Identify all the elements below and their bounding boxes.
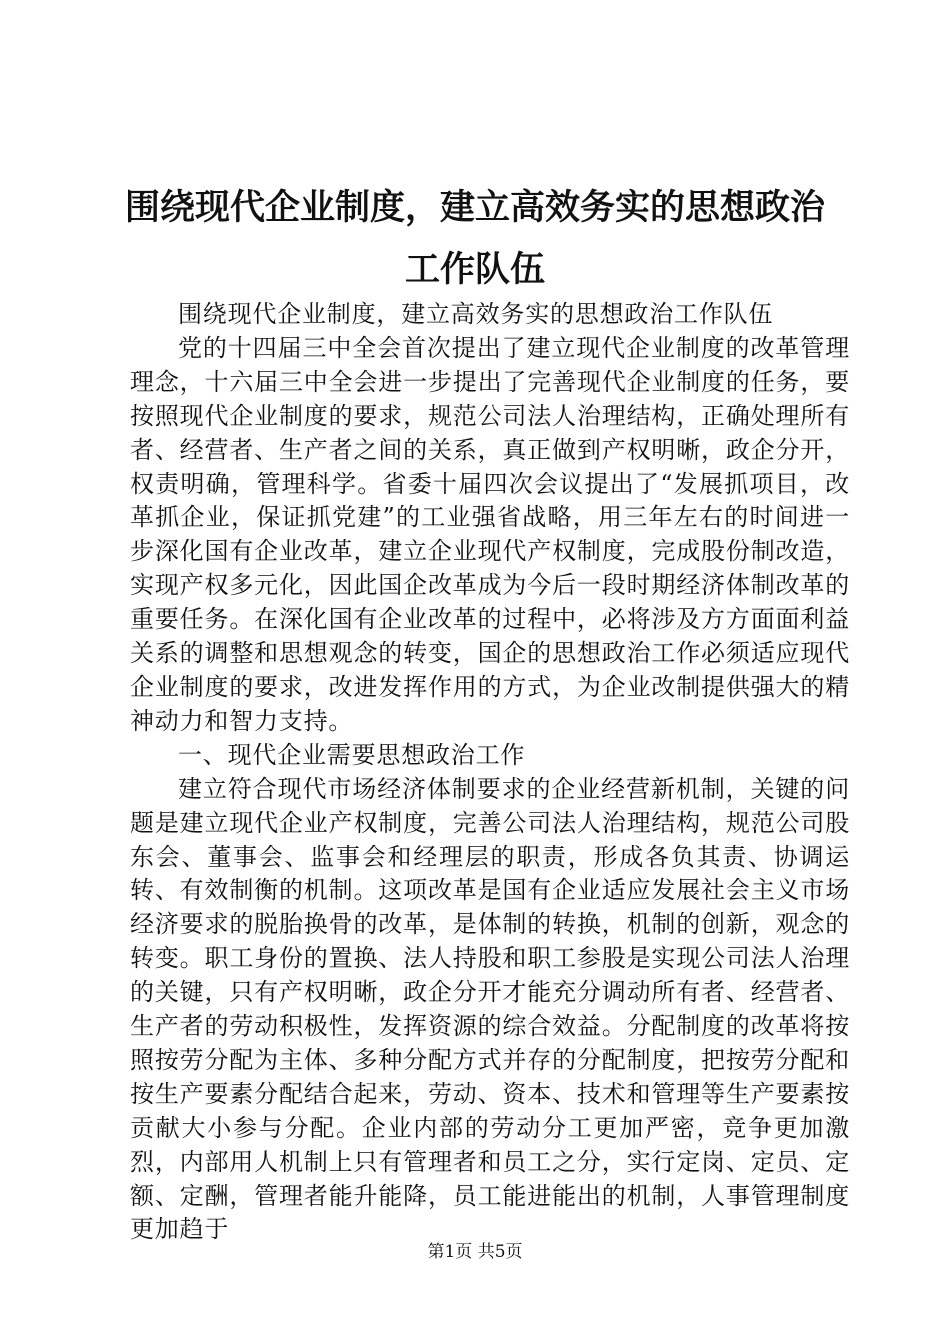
document-title-line-2: 工作队伍 (404, 250, 545, 290)
page-footer: 第1页 共5页 (427, 1242, 523, 1262)
document-body (130, 298, 850, 1247)
paragraph-section-1: 建立符合现代市场经济体制要求的企业经营新机制，关键的问题是建立现代企业产权制度，完善公司法人治理结构，规范公司股东会、董事会、监事会和经理层的职责，形成各负其责、协调运转、有效制衡的机制。这项改革是国有企业适应发展社会主义市场经济要求的脱胎换骨的改革，是体制的转换，机制的创新，观念的转变。职工身份的置换、法人持股和职工参股是实现公司法人治理的关键，只有产权明晰，政企分开才能充分调动所有者、经营者、生产者的劳动积极性，发挥资源的综合效益。分配制度的改革将按照按劳分配为主体、多种分配方式并存的分配制度，把按劳分配和按生产要素分配结合起来，劳动、资本、技术和管理等生产要素按贡献大小参与分配。企业内部的劳动分工更加严密，竞争更加激烈，内部用人机制上只有管理者和员工之分，实行定岗、定员、定额、定酬，管理者能升能降，员工能进能出的机制，人事管理制度更加趋于 (130, 774, 850, 1244)
section-heading-1: 一、现代企业需要思想政治工作 (178, 740, 526, 769)
document-title-line-1: 围绕现代企业制度，建立高效务实的思想政治 (124, 188, 825, 228)
paragraph-subtitle: 围绕现代企业制度，建立高效务实的思想政治工作队伍 (178, 300, 774, 328)
paragraph-intro: 党的十四届三中全会首次提出了建立现代企业制度的改革管理理念，十六届三中全会进一步提出了完善现代企业制度的任务，要按照现代企业制度的要求，规范公司法人治理结构，正确处理所有者、经营者、生产者之间的关系，真正做到产权明晰，政企分开，权责明确，管理科学。省委十届四次会议提出了“发展抓项目，改革抓企业，保证抓党建”的工业强省战略，用三年左右的时间进一步深化国有企业改革，建立企业现代产权制度，完成股份制改造，实现产权多元化，因此国企改革成为今后一段时期经济体制改革的重要任务。在深化国有企业改革的过程中，必将涉及方方面面利益关系的调整和思想观念的转变，国企的思想政治工作必须适应现代企业制度的要求，改进发挥作用的方式，为企业改制提供强大的精神动力和智力支持。 (130, 333, 850, 735)
